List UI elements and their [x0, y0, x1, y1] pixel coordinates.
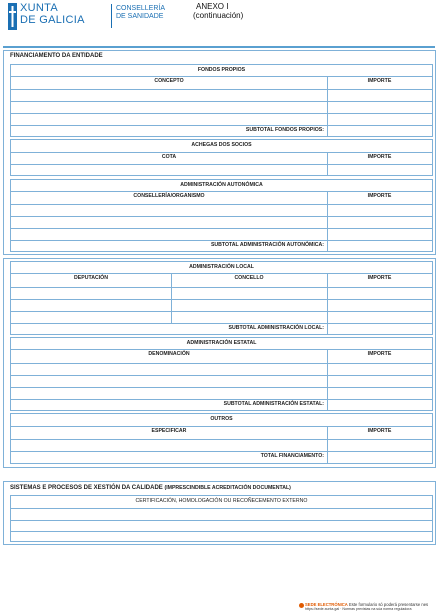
admin-estatal-caption: ADMINISTRACIÓN ESTATAL [186, 340, 257, 346]
galicia-cross-icon [8, 3, 17, 30]
col-cota: COTA [161, 154, 177, 160]
subtotal-estatal-field[interactable] [328, 400, 432, 410]
dept-name-line2: DE SANIDADE [116, 13, 164, 20]
subtotal-local-label: SUBTOTAL ADMINISTRACIÓN LOCAL: [228, 325, 324, 331]
sede-logo-icon [299, 603, 304, 608]
col-importe: IMPORTE [367, 193, 392, 199]
admin-estatal-table [10, 337, 433, 411]
financing-title: FINANCIAMENTO DA ENTIDADE [10, 53, 103, 59]
admin-local-table [10, 261, 433, 335]
financing-section [3, 50, 436, 255]
col-concello: CONCELLO [234, 275, 264, 281]
subtotal-local-field[interactable] [328, 324, 432, 334]
col-deputacion: DEPUTACIÓN [74, 275, 108, 281]
admin-local-caption: ADMINISTRACIÓN LOCAL [189, 264, 254, 270]
quality-caption: CERTIFICACIÓN, HOMOLOGACIÓN OU RECOÑECEMENTO EXTERNO [135, 498, 308, 504]
header-rule [3, 46, 435, 48]
subtotal-autonomica-field[interactable] [328, 241, 432, 251]
annex-subtitle: (continuación) [193, 11, 244, 20]
annex-title: ANEXO I [196, 2, 229, 11]
col-especificar: ESPECIFICAR [151, 428, 187, 434]
outros-caption: OUTROS [210, 416, 233, 422]
achegas-socios-caption: ACHEGAS DOS SOCIOS [191, 142, 252, 148]
achegas-socios-table [10, 139, 433, 176]
quality-title-main: SISTEMAS E PROCESOS DE XESTIÓN DA CALIDADE [10, 485, 163, 491]
quality-section [3, 481, 436, 545]
col-importe: IMPORTE [367, 154, 392, 160]
col-importe: IMPORTE [367, 275, 392, 281]
subtotal-estatal-label: SUBTOTAL ADMINISTRACIÓN ESTATAL: [223, 401, 324, 407]
fondos-propios-caption: FONDOS PROPIOS [197, 67, 246, 73]
col-conselleria: CONSELLERÍA/ORGANISMO [133, 193, 205, 199]
outros-table [10, 413, 433, 464]
fondos-propios-table [10, 64, 433, 137]
footer-brand: SEDE ELECTRÓNICA [305, 602, 348, 607]
logo-divider [111, 4, 112, 28]
footer-text-line2: https://sede.xunta.gal · Normas previstas na súa norma reguladora [305, 607, 412, 611]
dept-name-line1: CONSELLERÍA [116, 5, 166, 12]
org-name-line2: DE GALICIA [20, 14, 85, 26]
org-name-line1: XUNTA [20, 2, 58, 14]
total-financiamento-field[interactable] [328, 452, 432, 462]
col-importe: IMPORTE [367, 78, 392, 84]
col-concepto: CONCEPTO [154, 78, 184, 84]
financing-section-continued [3, 258, 436, 468]
footer-text-line1: Este formulario só poderá presentarse nes [349, 602, 429, 607]
subtotal-autonomica-label: SUBTOTAL ADMINISTRACIÓN AUTONÓMICA: [210, 242, 324, 248]
admin-autonomica-caption: ADMINISTRACIÓN AUTONÓMICA [180, 182, 263, 188]
quality-table [10, 495, 433, 542]
col-importe: IMPORTE [367, 428, 392, 434]
subtotal-fondos-field[interactable] [328, 126, 432, 136]
col-denominacion: DENOMINACIÓN [148, 351, 190, 357]
quality-title-note: (IMPRESCINDIBLE ACREDITACIÓN DOCUMENTAL) [164, 485, 291, 491]
subtotal-fondos-label: SUBTOTAL FONDOS PROPIOS: [245, 127, 324, 133]
admin-autonomica-table [10, 179, 433, 252]
quality-title [10, 485, 291, 491]
total-financiamento-label: TOTAL FINANCIAMENTO: [260, 453, 324, 459]
col-importe: IMPORTE [367, 351, 392, 357]
